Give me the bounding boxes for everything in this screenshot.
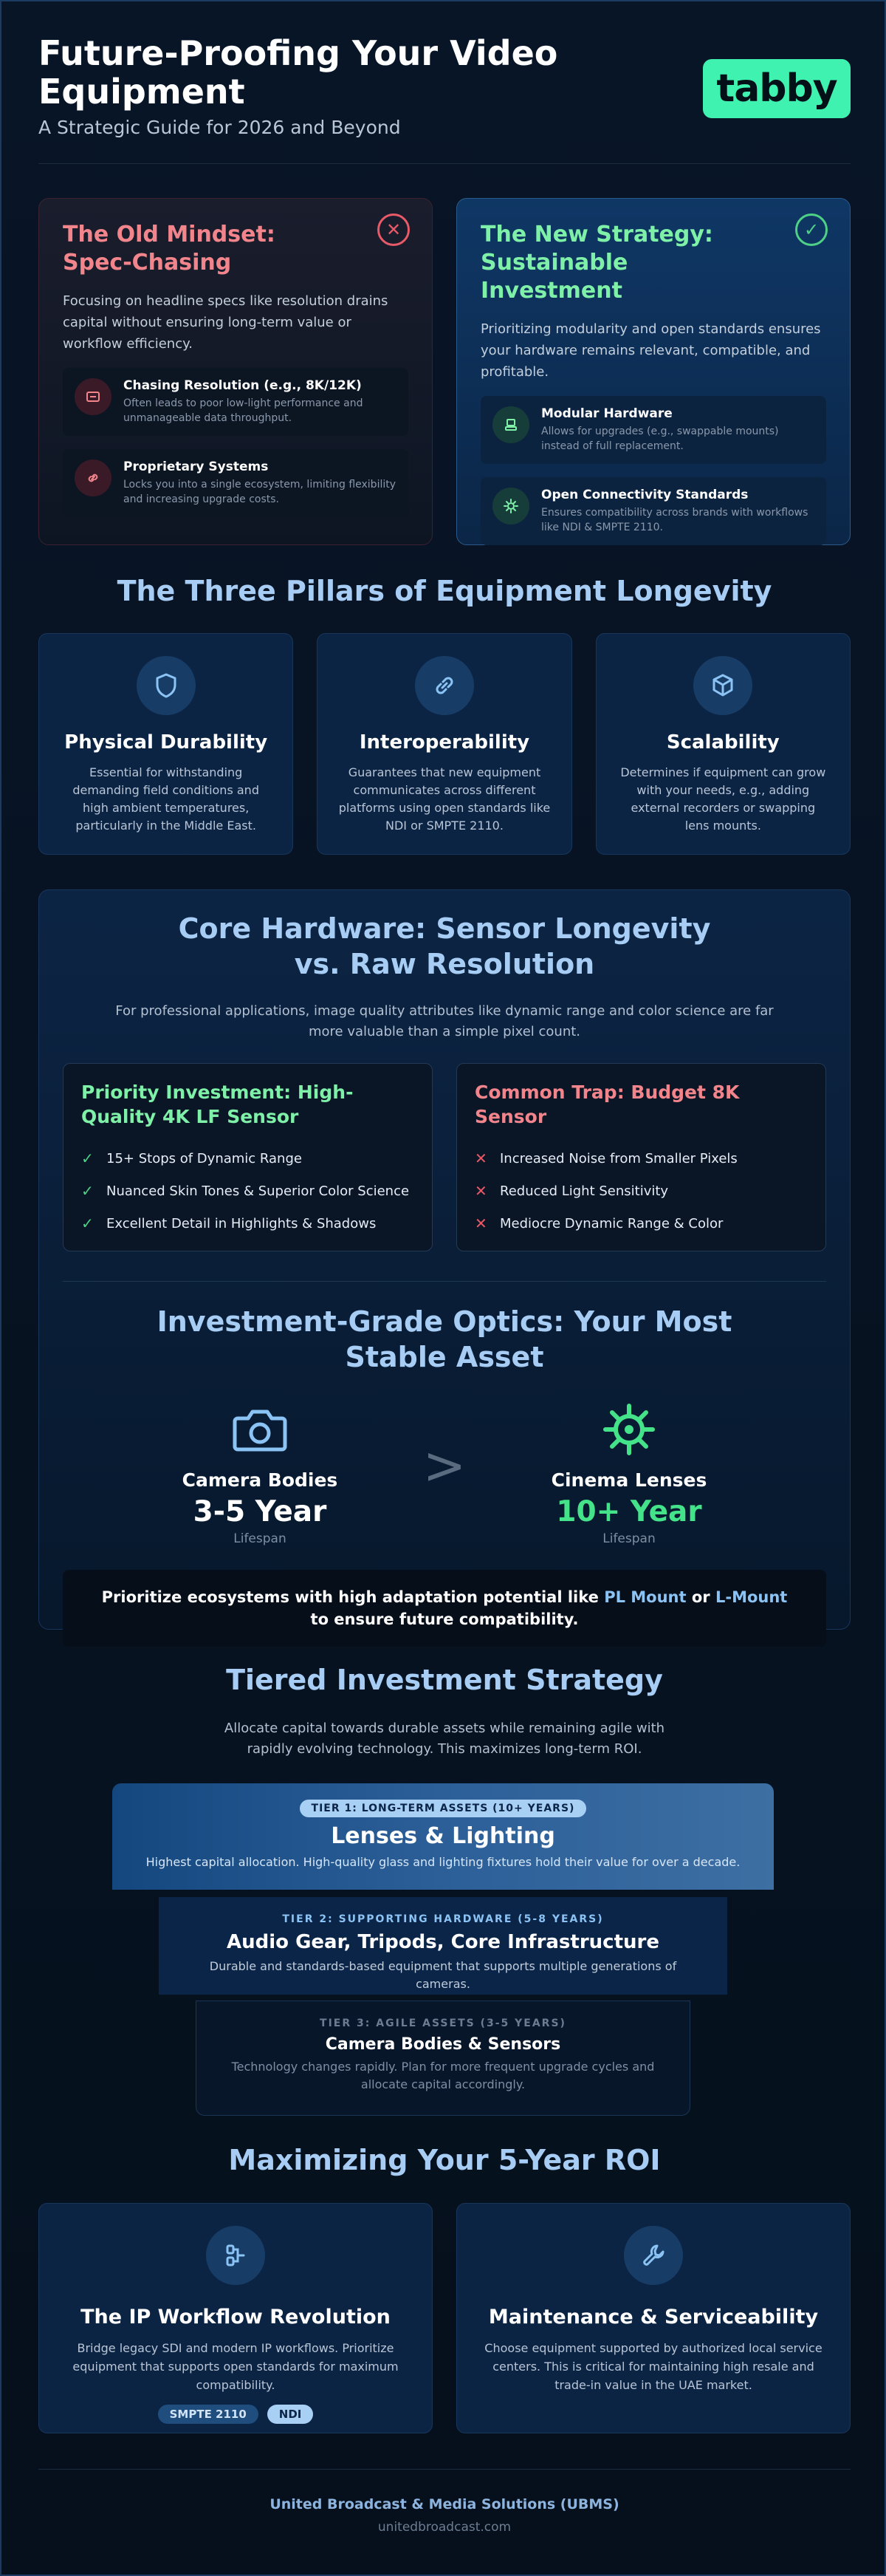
tier-1-name: Lenses & Lighting: [331, 1823, 555, 1849]
list-item: ✕ Reduced Light Sensitivity: [475, 1182, 669, 1200]
new-strategy-item: [481, 396, 826, 464]
optics-comparison: [63, 1400, 826, 1548]
aperture-lens-icon: [518, 1400, 740, 1459]
tier-1-block: [112, 1783, 774, 1890]
roi-grid: [38, 2203, 851, 2433]
new-item-desc: Allows for upgrades (e.g., swappable mounts) instead of full replacement.: [541, 426, 779, 452]
pillars-grid: [38, 633, 851, 855]
cinema-lenses-column: [518, 1400, 740, 1546]
footer-url-link[interactable]: unitedbroadcast.com: [377, 2520, 512, 2535]
list-item: ✓ 15+ Stops of Dynamic Range: [81, 1149, 302, 1167]
header: [38, 34, 851, 164]
old-item-desc: Locks you into a single ecosystem, limiting flexibility and increasing upgrade costs.: [123, 479, 396, 505]
common-trap-card: [456, 1063, 826, 1251]
wrench-icon: [624, 2226, 683, 2285]
x-icon: ✕: [475, 1182, 487, 1200]
roi-card: [38, 2203, 433, 2433]
new-strategy-description: Prioritizing modularity and open standards ensures your hardware remains relevant, compatible, and profitable.: [481, 321, 821, 380]
cube-icon: [693, 656, 752, 715]
new-item-title: Open Connectivity Standards: [541, 488, 749, 502]
check-icon: ✓: [81, 1214, 94, 1232]
camera-bodies-name: Camera Bodies: [182, 1469, 338, 1491]
new-item-title: Modular Hardware: [541, 406, 673, 421]
pillar-desc: Guarantees that new equipment communicates across different platforms using open standards like NDI or SMPTE 2110.: [338, 765, 551, 833]
trap-list: [475, 1142, 808, 1240]
old-mindset-title: The Old Mindset: Spec-Chasing: [63, 222, 275, 276]
priority-investment-card: [63, 1063, 433, 1251]
mindset-comparison: [38, 198, 851, 545]
old-mindset-item: [63, 449, 408, 517]
pillar-desc: Determines if equipment can grow with your needs, e.g., adding external recorders or swapping lens mounts.: [620, 765, 826, 833]
tier-3-label: TIER 3: AGILE ASSETS (3-5 YEARS): [320, 2018, 566, 2029]
pillar-title: Interoperability: [359, 731, 530, 754]
cinema-lenses-lifespan: 10+ Year: [556, 1495, 702, 1528]
tier-1-desc: Highest capital allocation. High-quality glass and lighting fixtures hold their value for over a decade.: [145, 1855, 741, 1869]
footer-company: United Broadcast & Media Solutions (UBMS): [269, 2496, 619, 2512]
camera-bodies-column: [149, 1400, 371, 1546]
new-strategy-title: The New Strategy: Sustainable Investment: [481, 222, 713, 304]
tabby-logo[interactable]: tabby: [703, 59, 851, 118]
camera-icon: [149, 1400, 371, 1459]
priority-title: Priority Investment: High-Quality 4K LF Sensor: [81, 1082, 354, 1127]
old-mindset-description: Focusing on headline specs like resolution drains capital without ensuring long-term value or workflow efficiency.: [63, 293, 388, 352]
tiers-title: Tiered Investment Strategy: [226, 1664, 663, 1696]
check-circle-icon: ✓: [795, 213, 828, 246]
pillar-desc: Essential for withstanding demanding field conditions and high ambient temperatures, particularly in the Middle East.: [72, 765, 259, 833]
modular-hardware-icon: [492, 406, 529, 443]
sensor-comparison: [63, 1063, 826, 1251]
old-mindset-card: [38, 198, 433, 545]
pillar-card: [317, 633, 571, 855]
tier-1-badge: TIER 1: LONG-TERM ASSETS (10+ YEARS): [300, 1800, 587, 1817]
core-hardware-section: [38, 889, 851, 1630]
pillar-title: Physical Durability: [64, 731, 268, 754]
old-mindset-item: [63, 368, 408, 436]
resolution-icon: [75, 378, 111, 415]
optics-title: Investment-Grade Optics: Your Most Stable Asset: [157, 1305, 732, 1373]
trap-title: Common Trap: Budget 8K Sensor: [475, 1082, 740, 1127]
pl-mount-highlight: PL Mount: [604, 1588, 687, 1606]
tier-2-name: Audio Gear, Tripods, Core Infrastructure: [227, 1931, 659, 1953]
old-item-title: Proprietary Systems: [123, 459, 269, 474]
section-divider: [63, 1281, 826, 1282]
roi-card-title: Maintenance & Serviceability: [488, 2306, 819, 2329]
tiers-description: Allocate capital towards durable assets while remaining agile with rapidly evolving technology. This maximizes long-term ROI.: [224, 1721, 665, 1757]
tier-3-block: [196, 2001, 690, 2116]
new-item-desc: Ensures compatibility across brands with workflows like NDI & SMPTE 2110.: [541, 507, 808, 533]
standard-tags: [66, 2405, 405, 2424]
cinema-lenses-label: Lifespan: [602, 1531, 656, 1546]
old-item-desc: Often leads to poor low-light performance and unmanageable data throughput.: [123, 397, 363, 424]
mount-recommendation: Prioritize ecosystems with high adaptation potential like PL Mount or L-Mount to ensure future compatibility.: [63, 1570, 826, 1647]
connectivity-icon: [492, 488, 529, 525]
tier-3-name: Camera Bodies & Sensors: [325, 2035, 561, 2054]
new-strategy-item: [481, 477, 826, 545]
list-item: ✕ Increased Noise from Smaller Pixels: [475, 1149, 738, 1167]
roi-card-desc: Choose equipment supported by authorized local service centers. This is critical for maintaining high resale and trade-in value in the UAE market.: [484, 2341, 823, 2392]
x-icon: ✕: [475, 1149, 487, 1167]
link-icon: [415, 656, 474, 715]
roi-card: [456, 2203, 851, 2433]
chain-link-icon: [75, 459, 111, 496]
tier-2-block: [159, 1897, 727, 1995]
pillar-card: [38, 633, 293, 855]
tier-2-label: TIER 2: SUPPORTING HARDWARE (5-8 YEARS): [282, 1913, 604, 1925]
priority-list: [81, 1142, 414, 1240]
smpte-2110-tag: SMPTE 2110: [158, 2405, 258, 2424]
page-subtitle: A Strategic Guide for 2026 and Beyond: [38, 117, 401, 138]
footer: [38, 2469, 851, 2550]
check-icon: ✓: [81, 1182, 94, 1200]
camera-bodies-lifespan: 3-5 Year: [193, 1495, 327, 1528]
camera-bodies-label: Lifespan: [233, 1531, 286, 1546]
check-icon: ✓: [81, 1149, 94, 1167]
pillars-title: The Three Pillars of Equipment Longevity: [117, 575, 772, 607]
x-circle-icon: ✕: [377, 213, 410, 246]
roi-card-desc: Bridge legacy SDI and modern IP workflows. Prioritize equipment that supports open standards for maximum compatibility.: [72, 2341, 399, 2392]
new-strategy-card: [456, 198, 851, 545]
l-mount-highlight: L-Mount: [715, 1588, 788, 1606]
network-icon: [206, 2226, 265, 2285]
list-item: ✓ Nuanced Skin Tones & Superior Color Science: [81, 1182, 410, 1200]
greater-than-symbol: >: [422, 1435, 467, 1496]
tier-3-desc: Technology changes rapidly. Plan for more frequent upgrade cycles and allocate capital accordingly.: [231, 2060, 655, 2091]
roi-card-title: The IP Workflow Revolution: [80, 2306, 391, 2329]
core-title: Core Hardware: Sensor Longevity vs. Raw Resolution: [178, 912, 711, 980]
page-title: Future-Proofing Your Video Equipment: [38, 33, 558, 112]
shield-icon: [137, 656, 196, 715]
x-icon: ✕: [475, 1214, 487, 1232]
ndi-tag: NDI: [267, 2405, 314, 2424]
pillar-title: Scalability: [666, 731, 780, 754]
roi-title: Maximizing Your 5-Year ROI: [228, 2144, 661, 2176]
list-item: ✕ Mediocre Dynamic Range & Color: [475, 1214, 724, 1232]
cinema-lenses-name: Cinema Lenses: [551, 1469, 707, 1491]
tier-2-desc: Durable and standards-based equipment that supports multiple generations of cameras.: [209, 1959, 677, 1991]
list-item: ✓ Excellent Detail in Highlights & Shadows: [81, 1214, 377, 1232]
core-description: For professional applications, image quality attributes like dynamic range and color science are far more valuable than a simple pixel count.: [115, 1003, 774, 1039]
old-item-title: Chasing Resolution (e.g., 8K/12K): [123, 378, 362, 393]
pillar-card: [596, 633, 851, 855]
